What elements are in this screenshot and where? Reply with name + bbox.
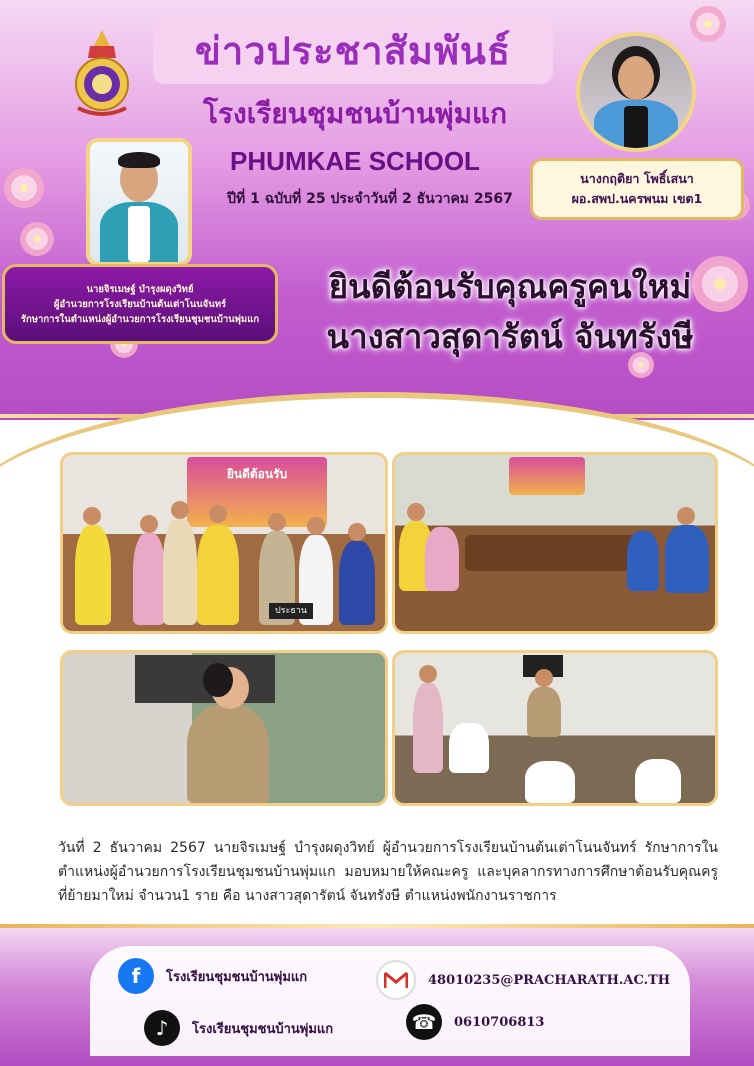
headline-line-1: ยินดีต้อนรับคุณครูคนใหม่ xyxy=(328,267,692,306)
facebook-page-name: โรงเรียนชุมชนบ้านพุ่มแก xyxy=(166,969,308,985)
newsletter-title-box xyxy=(153,16,553,84)
tiktok-account-name: โรงเรียนชุมชนบ้านพุ่มแก xyxy=(192,1021,334,1037)
tiktok-icon: ♪ xyxy=(144,1010,180,1046)
news-paragraph: วันที่ 2 ธันวาคม 2567 นายจิรเมษฐ์ บำรุงผดุงวิทย์ ผู้อำนวยการโรงเรียนบ้านต้นเต่าโนนจันทร์ รักษาการในตำแหน่งผู้อำนวยการโรงเรียนชุมชนบ้านพุ่มแก มอบหมายให้คณะครู และบุคลากรทางการศึกษาต้อนรับคุณครูที่ย้ายมาใหม่ จำนวน1 ราย คือ นางสาวสุดารัตน์ จันทรังษี ตำแหน่งพนักงานราชการ xyxy=(58,840,718,904)
headline-line-2: นางสาวสุดารัตน์ จันทรังษี xyxy=(326,317,694,356)
school-name-english: PHUMKAE SCHOOL xyxy=(230,146,480,176)
photo-new-teacher-speaking xyxy=(60,650,388,806)
chairman-sign: ประธาน xyxy=(269,603,313,619)
flower-decoration xyxy=(690,6,726,42)
email-address: 48010235@PRACHARATH.AC.TH xyxy=(428,972,671,988)
photo-welcome-group xyxy=(60,452,388,634)
meeting-banner xyxy=(509,457,585,495)
gmail-icon xyxy=(376,960,416,1000)
director-portrait xyxy=(86,138,192,266)
welcome-banner xyxy=(187,457,327,527)
email-contact[interactable] xyxy=(376,960,670,1000)
newsletter-title: ข่าวประชาสัมพันธ์ xyxy=(194,27,512,73)
phone-contact[interactable] xyxy=(406,1004,544,1040)
phone-icon: ☎ xyxy=(406,1004,442,1040)
facebook-icon: f xyxy=(118,958,154,994)
director-nameplate xyxy=(2,264,278,344)
welcome-headline xyxy=(270,262,750,362)
photo-meeting-room xyxy=(392,452,718,634)
district-director-name: นางกฤติยา โพธิ์เสนา xyxy=(580,171,694,186)
photo-classroom xyxy=(392,650,718,806)
director-name: นายจิรเมษฐ์ บำรุงผดุงวิทย์ xyxy=(86,283,194,295)
obec-seal-logo xyxy=(70,28,134,116)
school-name-thai: โรงเรียนชุมชนบ้านพุ่มแก xyxy=(202,97,508,130)
facebook-contact[interactable] xyxy=(118,958,307,994)
district-director-nameplate xyxy=(530,158,744,220)
flower-decoration xyxy=(20,222,54,256)
phone-number: 0610706813 xyxy=(454,1014,545,1030)
director-position: ผู้อำนวยการโรงเรียนบ้านต้นเต่าโนนจันทร์ xyxy=(53,298,227,310)
tiktok-contact[interactable] xyxy=(144,1010,333,1046)
flower-decoration xyxy=(4,168,44,208)
district-director-title: ผอ.สพป.นครพนม เขต1 xyxy=(571,191,703,206)
district-director-portrait xyxy=(576,32,696,152)
director-acting-position: รักษาการในตำแหน่งผู้อำนวยการโรงเรียนชุมชนบ้านพุ่มแก xyxy=(20,313,260,325)
welcome-banner-text: ยินดีต้อนรับ xyxy=(226,467,288,481)
issue-date-line: ปีที่ 1 ฉบับที่ 25 ประจำวันที่ 2 ธันวาคม 2567 xyxy=(227,191,513,207)
